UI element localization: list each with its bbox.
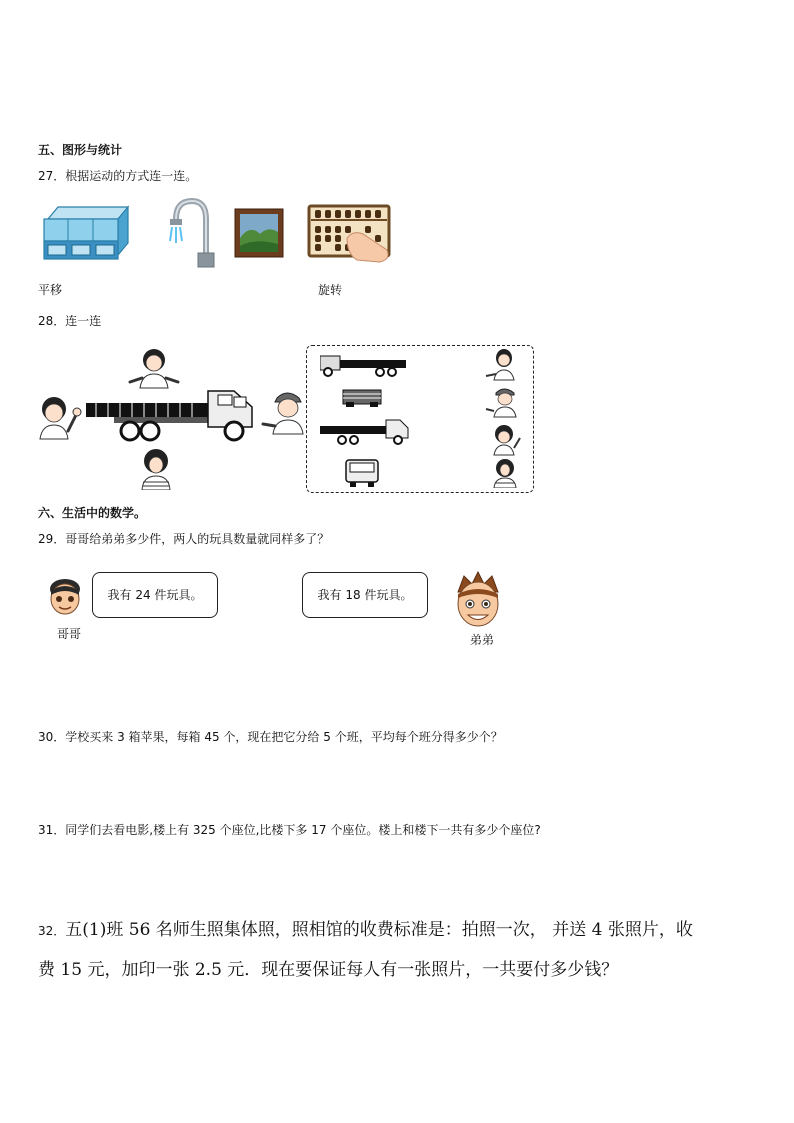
- question-32-number: 32．: [38, 924, 66, 938]
- truck-side-view-2-icon: [320, 418, 410, 446]
- brother-label: 哥哥: [57, 627, 82, 641]
- younger-brother-speech-bubble: [302, 572, 428, 618]
- truck-icon: [84, 385, 256, 445]
- question-32-line-2: 费 15 元，加印一张 2.5 元．现在要保证每人有一张照片，一共要付多少钱？: [38, 960, 619, 980]
- question-27: 27．根据运动的方式连一连。: [38, 169, 198, 183]
- question-32-line-1: [38, 918, 693, 943]
- section-heading-6: 六、生活中的数学。: [38, 506, 147, 520]
- brother-avatar-icon: [44, 577, 86, 619]
- label-rotation: 旋转: [318, 283, 343, 297]
- label-translation: 平移: [38, 283, 63, 297]
- abacus-hand-icon: [307, 204, 391, 264]
- girl-back-icon: [137, 448, 175, 490]
- question-31: 31．同学们去看电影,楼上有 325 个座位,比楼下多 17 个座位。楼上和楼下一共有多少个座位?: [38, 823, 541, 837]
- water-faucet-icon: [162, 197, 218, 269]
- brother-speech-text: 我有 24 件玩具。: [107, 588, 203, 602]
- girl-observer-small-icon: [484, 348, 520, 382]
- question-29: 29．哥哥给弟弟多少件，两人的玩具数量就同样多了？: [38, 532, 330, 546]
- truck-front-view-icon: [344, 458, 380, 488]
- girl-back-small-icon: [490, 458, 520, 488]
- brother-speech-bubble: [92, 572, 218, 618]
- boy-small-icon: [488, 424, 522, 456]
- boy-waving-icon: [36, 395, 84, 441]
- question-30: 30．学校买来 3 箱苹果，每箱 45 个，现在把它分给 5 个班，平均每个班分得多少个？: [38, 730, 503, 744]
- younger-brother-label: 弟弟: [470, 633, 495, 647]
- section-heading-5: 五、图形与统计: [38, 143, 123, 157]
- truck-top-view-icon: [342, 388, 382, 408]
- girl-observer-icon: [126, 348, 182, 390]
- worker-small-icon: [484, 385, 520, 419]
- framed-picture-icon: [234, 208, 284, 258]
- younger-brother-speech-text: 我有 18 件玩具。: [317, 588, 413, 602]
- question-32-text-1: 五(1)班 56 名师生照集体照，照相馆的收费标准是：拍照一次， 并送 4 张照片，收: [65, 920, 693, 940]
- truck-side-view-icon: [320, 352, 408, 378]
- glass-cabinet-drawer-icon: [42, 205, 130, 261]
- worker-pointing-icon: [259, 388, 309, 436]
- younger-brother-avatar-icon: [450, 570, 506, 632]
- question-28: 28．连一连: [38, 314, 102, 328]
